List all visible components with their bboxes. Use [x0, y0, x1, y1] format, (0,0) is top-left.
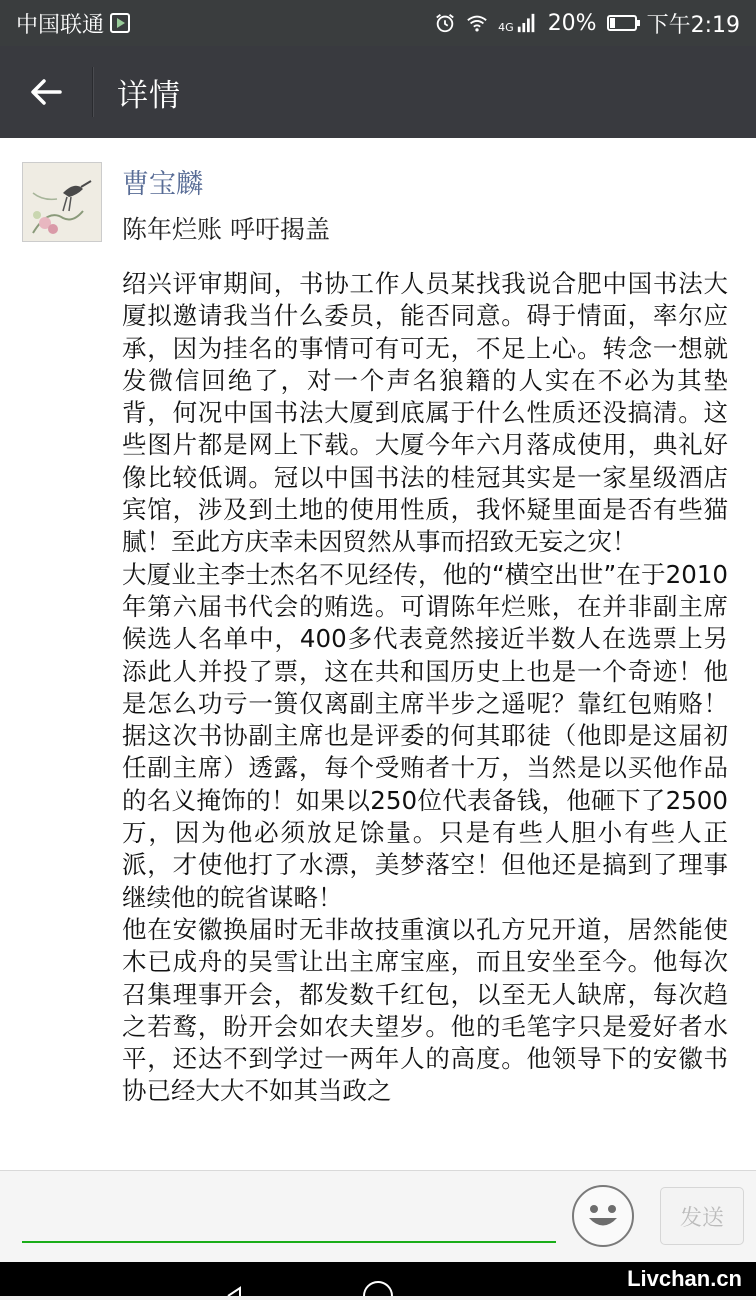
post-body — [122, 268, 728, 1108]
post-paragraph: 他在安徽换届时无非故技重演以孔方兄开道，居然能使木已成舟的吴雪让出主席宝座，而且安坐至今。他每次召集理事开会，都发数千红包，以至无人缺席，每次趋之若鹜，盼开会如农夫望岁。他的毛笔字只是爱好者水平，还达不到学过一两年人的高度。他领导下的安徽书协已经大大不如其当政之 — [122, 914, 728, 1106]
page-title: 详情 — [117, 77, 181, 114]
author-name-link[interactable]: 曹宝麟 — [122, 169, 203, 200]
comment-bar — [0, 1170, 756, 1262]
title-divider — [92, 67, 93, 117]
smiley-face-icon — [574, 1187, 632, 1245]
bird-painting-avatar-icon — [23, 163, 101, 241]
arrow-left-icon — [28, 74, 64, 110]
battery-percent: 20% — [547, 10, 597, 36]
play-store-notification-icon — [110, 13, 130, 33]
post-detail — [0, 138, 756, 1170]
battery-icon — [607, 15, 637, 31]
wifi-icon — [466, 12, 488, 34]
post-paragraph: 大厦业主李士杰名不见经传，他的“横空出世”在于2010年第六届书代会的贿选。可谓陈年烂账，在并非副主席候选人名单中，400多代表竟然接近半数人在选票上另添此人并投了票，这在共和国历史上也是一个奇迹！他是怎么功亏一篑仅离副主席半步之遥呢？靠红包贿赂！据这次书协副主席也是评委的何其耶徒（他即是这届初任副主席）透露，每个受贿者十万，当然是以买他作品的名义掩饰的！如果以250位代表备钱，他砸下了2500万，因为他必须放足馀量。只是有些人胆小有些人正派，才使他打了水漂，美梦落空！但他还是搞到了理事继续他的皖省谋略！ — [122, 559, 728, 912]
signal-strength-icon — [516, 12, 538, 34]
status-bar — [0, 0, 756, 46]
back-button[interactable] — [0, 46, 92, 138]
carrier-label: 中国联通 — [16, 12, 105, 38]
battery-level-fill — [610, 18, 615, 28]
watermark-text: Livchan.cn — [627, 1266, 742, 1291]
avatar[interactable] — [22, 162, 102, 242]
post-title: 陈年烂账 呼吁揭盖 — [122, 215, 330, 244]
top-bar — [0, 46, 756, 138]
send-button[interactable]: 发送 — [660, 1187, 744, 1245]
alarm-icon — [434, 12, 456, 34]
emoji-button[interactable] — [572, 1185, 634, 1247]
network-type-label: 4G — [498, 21, 514, 34]
comment-input[interactable] — [22, 1193, 556, 1243]
clock: 下午2:19 — [646, 12, 740, 38]
post-paragraph: 绍兴评审期间，书协工作人员某找我说合肥中国书法大厦拟邀请我当什么委员，能否同意。碍于情面，率尔应承，因为挂名的事情可有可无，不足上心。转念一想就发微信回绝了，对一个声名狼籍的人实在不必为其垫背，何况中国书法大厦到底属于什么性质还没搞清。这些图片都是网上下载。大厦今年六月落成使用，典礼好像比较低调。冠以中国书法的桂冠其实是一家星级酒店宾馆，涉及到土地的使用性质，我怀疑里面是否有些猫腻！至此方庆幸未因贸然从事而招致无妄之灾！ — [122, 269, 728, 557]
